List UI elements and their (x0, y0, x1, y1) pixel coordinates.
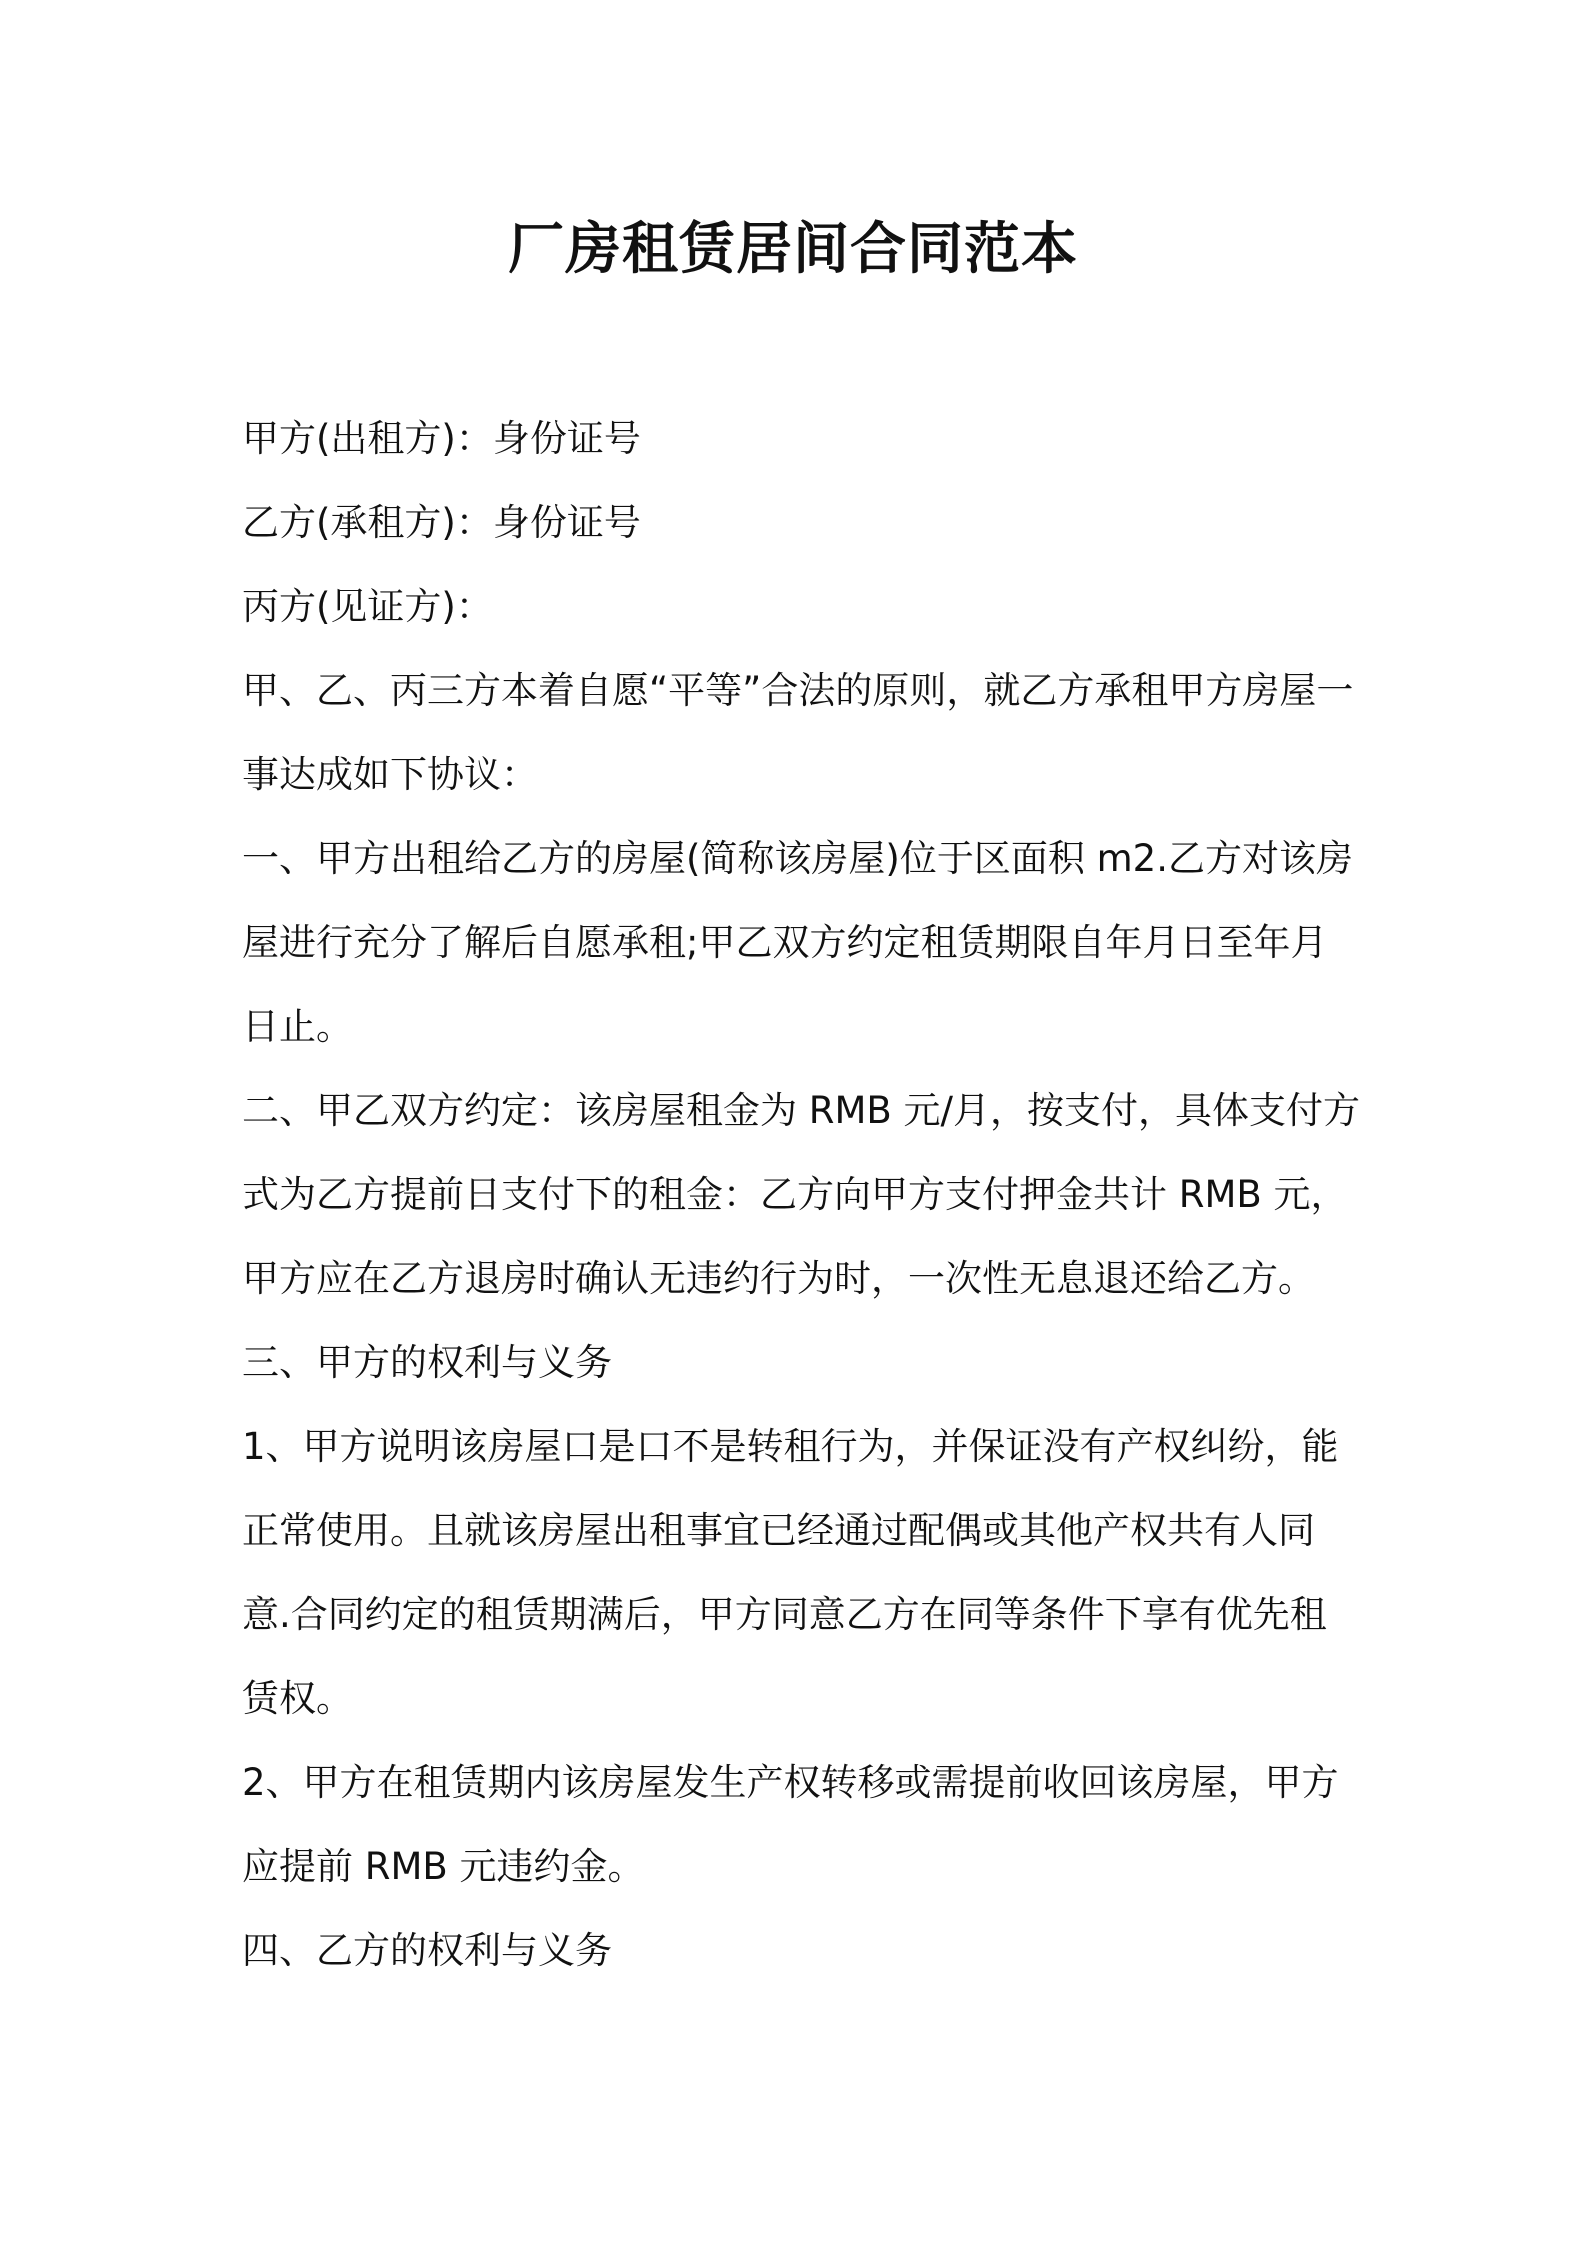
paragraph-preamble: 甲、乙、丙三方本着自愿“平等”合法的原则，就乙方承租甲方房屋一事达成如下协议： (242, 669, 1354, 796)
paragraph-party-a: 甲方(出租方)：身份证号 (242, 417, 641, 460)
paragraph-party-b: 乙方(承租方)：身份证号 (242, 501, 641, 544)
paragraph-clause-3-2: 2、甲方在租赁期内该房屋发生产权转移或需提前收回该房屋，甲方应提前 RMB 元违约金。 (242, 1761, 1339, 1888)
heading-clause-3: 三、甲方的权利与义务 (242, 1341, 612, 1384)
paragraph-clause-2: 二、甲乙双方约定：该房屋租金为 RMB 元/月，按支付，具体支付方式为乙方提前日支付下的租金：乙方向甲方支付押金共计 RMB 元，甲方应在乙方退房时确认无违约行为时，一次性无息退还给乙方。 (242, 1089, 1361, 1300)
paragraph-clause-3-1: 1、甲方说明该房屋口是口不是转租行为，并保证没有产权纠纷，能正常使用。且就该房屋出租事宜已经通过配偶或其他产权共有人同意.合同约定的租赁期满后，甲方同意乙方在同等条件下享有优先租赁权。 (242, 1425, 1339, 1720)
heading-clause-4: 四、乙方的权利与义务 (242, 1929, 612, 1972)
document-title: 厂房租赁居间合同范本 (508, 217, 1078, 282)
paragraph-party-c: 丙方(见证方)： (242, 585, 493, 628)
paragraph-clause-1: 一、甲方出租给乙方的房屋(简称该房屋)位于区面积 m2.乙方对该房屋进行充分了解后自愿承租;甲乙双方约定租赁期限自年月日至年月日止。 (242, 837, 1353, 1048)
document-body (242, 397, 1362, 1993)
